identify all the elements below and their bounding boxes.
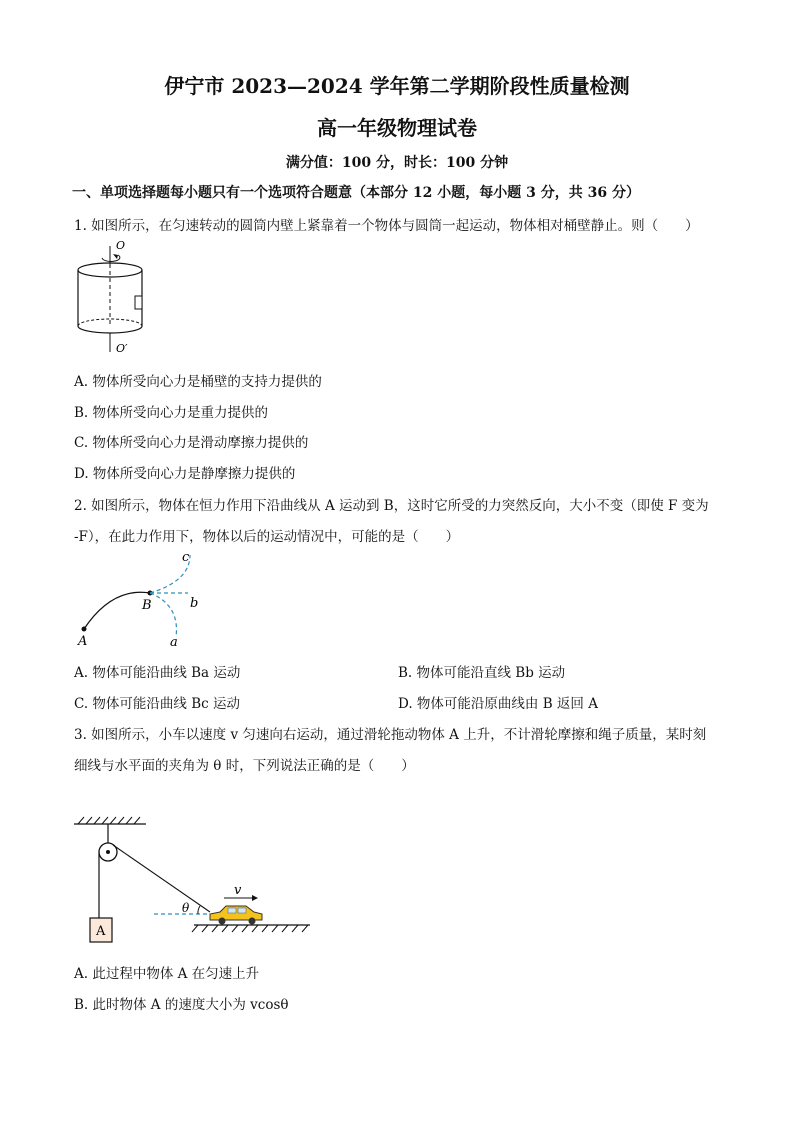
q2-option-b: B. 物体可能沿直线 Bb 运动 <box>398 665 566 681</box>
q3-stem-line1: 3. 如图所示，小车以速度 v 匀速向右运动，通过滑轮拖动物体 A 上升，不计滑轮摩擦和绳子质量，某时刻 <box>74 727 707 743</box>
q3-stem-line2: 细线与水平面的夹角为 θ 时，下列说法正确的是（ ） <box>74 758 415 774</box>
page-title: 伊宁市 2023—2024 学年第二学期阶段性质量检测 <box>164 74 630 98</box>
q2-option-a: A. 物体可能沿曲线 Ba 运动 <box>74 665 241 681</box>
q1-option-a: A. 物体所受向心力是桶壁的支持力提供的 <box>74 374 322 390</box>
q2-option-d: D. 物体可能沿原曲线由 B 返回 A <box>398 696 598 712</box>
q1-label-o: O <box>116 239 126 252</box>
page-subtitle: 高一年级物理试卷 <box>317 116 477 140</box>
q2-label-c: c <box>182 550 190 565</box>
q3-option-b: B. 此时物体 A 的速度大小为 vcosθ <box>74 997 289 1013</box>
q2-stem-line1: 2. 如图所示，物体在恒力作用下沿曲线从 A 运动到 B，这时它所受的力突然反向，大小不变（即使 F 变为 <box>74 498 709 514</box>
exam-meta: 满分值：100 分，时长：100 分钟 <box>285 155 509 171</box>
q2-trajectory-figure <box>72 547 222 652</box>
q3-pulley-figure <box>70 814 320 949</box>
q2-stem-line2: -F），在此力作用下，物体以后的运动情况中，可能的是（ ） <box>74 529 460 545</box>
q2-option-c: C. 物体可能沿曲线 Bc 运动 <box>74 696 240 712</box>
q1-option-d: D. 物体所受向心力是静摩擦力提供的 <box>74 466 296 482</box>
q1-label-o-prime: O′ <box>116 342 128 355</box>
section-heading: 一、单项选择题每小题只有一个选项符合题意（本部分 12 小题，每小题 3 分，共 36 分） <box>72 185 640 201</box>
q1-cylinder-figure <box>72 238 162 358</box>
q1-option-c: C. 物体所受向心力是滑动摩擦力提供的 <box>74 435 309 451</box>
q3-velocity-label: v <box>234 883 242 898</box>
q3-option-a: A. 此过程中物体 A 在匀速上升 <box>74 966 260 982</box>
q3-block-label: A <box>96 924 106 939</box>
q2-label-a: a <box>170 635 178 650</box>
q1-option-b: B. 物体所受向心力是重力提供的 <box>74 405 269 421</box>
q2-label-a-point: A <box>78 634 88 649</box>
q3-angle-label: θ <box>182 901 190 915</box>
q1-stem: 1. 如图所示，在匀速转动的圆筒内壁上紧靠着一个物体与圆筒一起运动，物体相对桶壁静止。则（ ） <box>74 218 699 234</box>
q2-label-b-point: B <box>142 598 152 613</box>
q2-label-b: b <box>190 596 199 611</box>
